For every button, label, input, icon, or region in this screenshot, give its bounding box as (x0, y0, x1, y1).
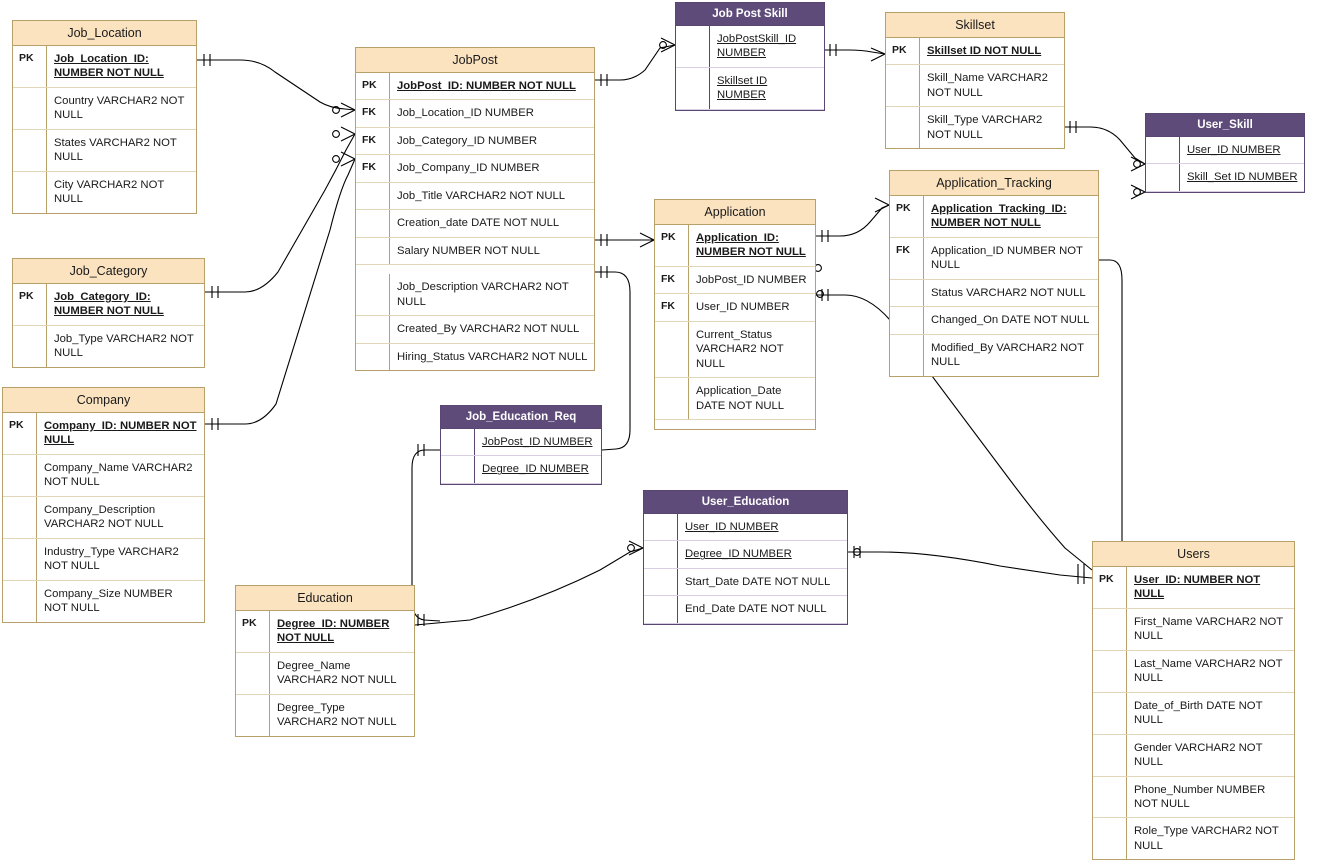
attribute-row (3, 455, 204, 497)
attribute-cell: Phone_Number NUMBER NOT NULL (1134, 783, 1266, 810)
key-cell (356, 274, 390, 315)
attribute-row (890, 335, 1098, 376)
key-cell (356, 316, 390, 342)
attribute-cell: Current_Status VARCHAR2 NOT NULL (696, 328, 784, 370)
entity-title-job_category: Job_Category (13, 259, 204, 284)
key-cell (13, 88, 47, 129)
attribute-cell: Date_of_Birth DATE NOT NULL (1134, 699, 1263, 727)
attribute-row (1093, 609, 1294, 651)
attribute-row (441, 429, 601, 456)
key-cell (890, 307, 924, 333)
attribute-row (890, 280, 1098, 307)
key-cell (3, 497, 37, 538)
entity-title-application: Application (655, 200, 815, 225)
attribute-row (644, 514, 847, 541)
attribute-row (1146, 137, 1304, 164)
attribute-row (13, 130, 196, 172)
attribute-cell: Hiring_Status VARCHAR2 NOT NULL (397, 350, 588, 363)
entity-skillset[interactable] (885, 12, 1065, 149)
attribute-cell: Job_Location_ID NUMBER (397, 107, 534, 120)
attribute-row (655, 267, 815, 294)
entity-job_post_skill[interactable] (675, 2, 825, 111)
attribute-cell: User_ID: NUMBER NOT NULL (1134, 574, 1261, 601)
entity-title-skillset: Skillset (886, 13, 1064, 38)
key-cell (890, 335, 924, 376)
attribute-cell: Job_Location_ID: NUMBER NOT NULL (54, 53, 164, 80)
attribute-row (1093, 735, 1294, 777)
key-cell (1093, 735, 1127, 776)
attribute-row (676, 68, 824, 110)
attribute-row (890, 238, 1098, 280)
entity-education[interactable] (235, 585, 415, 737)
key-cell (441, 456, 475, 482)
attribute-row (655, 378, 815, 420)
key-cell: PK (236, 611, 270, 652)
key-cell (236, 695, 270, 736)
attribute-row (1093, 818, 1294, 859)
attribute-cell: Industry_Type VARCHAR2 NOT NULL (44, 545, 179, 573)
attribute-cell: Skill_Name VARCHAR2 NOT NULL (927, 72, 1048, 99)
key-cell (676, 68, 710, 109)
attribute-row (1146, 164, 1304, 191)
attribute-row (356, 316, 594, 343)
entity-application_tracking[interactable] (889, 170, 1099, 377)
attribute-cell: Application_ID NUMBER NOT NULL (931, 244, 1083, 272)
attribute-cell: User_ID NUMBER (696, 301, 790, 314)
key-cell: FK (356, 100, 390, 126)
key-cell (3, 539, 37, 580)
attribute-cell: Job_Type VARCHAR2 NOT NULL (54, 332, 194, 360)
attribute-cell: Company_Name VARCHAR2 NOT NULL (44, 461, 193, 489)
attribute-cell: JobPost_ID: NUMBER NOT NULL (397, 80, 576, 92)
key-cell (356, 344, 390, 370)
key-cell (356, 238, 390, 264)
key-cell (13, 326, 47, 367)
attribute-row (356, 155, 594, 182)
attribute-row (676, 26, 824, 68)
attribute-cell: Creation_date DATE NOT NULL (397, 217, 560, 230)
key-cell (13, 172, 47, 213)
entity-title-job_education_req: Job_Education_Req (441, 406, 601, 429)
attribute-row (890, 196, 1098, 238)
entity-user_education[interactable] (643, 490, 848, 625)
entity-title-job_post_skill: Job Post Skill (676, 3, 824, 26)
attribute-cell: Degree_Name VARCHAR2 NOT NULL (277, 659, 397, 687)
key-cell: PK (356, 73, 390, 99)
attribute-row (236, 611, 414, 653)
attribute-row (644, 596, 847, 623)
key-cell: PK (3, 413, 37, 454)
key-cell (236, 653, 270, 694)
attribute-row (356, 100, 594, 127)
attribute-row (886, 38, 1064, 65)
entity-title-user_education: User_Education (644, 491, 847, 514)
entity-company[interactable] (2, 387, 205, 623)
attribute-row (644, 569, 847, 596)
attribute-cell: Last_Name VARCHAR2 NOT NULL (1134, 657, 1283, 685)
attribute-row (886, 65, 1064, 107)
attribute-cell: Skillset ID NUMBER (717, 74, 768, 102)
attribute-row (3, 497, 204, 539)
key-cell (1146, 164, 1180, 190)
attribute-cell: Application_ID: NUMBER NOT NULL (696, 232, 806, 259)
attribute-cell: Salary NUMBER NOT NULL (397, 244, 540, 257)
attribute-cell: Skill_Set ID NUMBER (1187, 171, 1298, 184)
entity-job_category[interactable] (12, 258, 205, 368)
key-cell (356, 183, 390, 209)
key-cell (1093, 609, 1127, 650)
attribute-cell: Degree_ID NUMBER (482, 463, 589, 476)
row-spacer (356, 265, 594, 274)
key-cell (356, 210, 390, 236)
key-cell (1093, 818, 1127, 859)
attribute-cell: Job_Title VARCHAR2 NOT NULL (397, 189, 566, 202)
attribute-cell: Country VARCHAR2 NOT NULL (54, 94, 185, 122)
attribute-row (441, 456, 601, 483)
attribute-cell: User_ID NUMBER (685, 521, 779, 533)
key-cell (3, 455, 37, 496)
attribute-cell: Job_Category_ID: NUMBER NOT NULL (54, 291, 164, 318)
attribute-row (13, 326, 204, 367)
key-cell: FK (890, 238, 924, 279)
attribute-cell: Degree_ID NUMBER (685, 548, 792, 561)
attribute-cell: JobPost_ID NUMBER (696, 273, 807, 286)
attribute-cell: Changed_On DATE NOT NULL (931, 314, 1090, 327)
attribute-cell: Modified_By VARCHAR2 NOT NULL (931, 341, 1084, 369)
key-cell: PK (1093, 567, 1127, 608)
key-cell (886, 107, 920, 148)
attribute-row (655, 225, 815, 267)
attribute-row (890, 307, 1098, 334)
key-cell (3, 581, 37, 622)
key-cell: PK (886, 38, 920, 64)
attribute-cell: Application_Date DATE NOT NULL (696, 385, 785, 412)
entity-title-education: Education (236, 586, 414, 611)
attribute-cell: JobPost_ID NUMBER (482, 436, 593, 448)
attribute-cell: Application_Tracking_ID: NUMBER NOT NULL (931, 203, 1067, 230)
attribute-cell: JobPostSkill_ID NUMBER (717, 33, 797, 60)
attribute-cell: Gender VARCHAR2 NOT NULL (1134, 741, 1263, 769)
key-cell (655, 322, 689, 377)
key-cell (886, 65, 920, 106)
attribute-cell: Job_Company_ID NUMBER (397, 162, 540, 175)
attribute-row (644, 541, 847, 568)
key-cell (644, 569, 678, 595)
attribute-cell: Start_Date DATE NOT NULL (685, 575, 831, 588)
key-cell (1093, 651, 1127, 692)
key-cell: FK (356, 128, 390, 154)
attribute-cell: User_ID NUMBER (1187, 144, 1281, 156)
key-cell (644, 541, 678, 567)
row-spacer (655, 420, 815, 429)
entity-application[interactable] (654, 199, 816, 430)
attribute-row (236, 653, 414, 695)
key-cell: FK (655, 267, 689, 293)
key-cell (655, 378, 689, 419)
attribute-row (3, 413, 204, 455)
attribute-row (356, 183, 594, 210)
attribute-row (13, 172, 196, 213)
entity-title-users: Users (1093, 542, 1294, 567)
attribute-cell: Degree_Type VARCHAR2 NOT NULL (277, 701, 397, 729)
key-cell: FK (655, 294, 689, 320)
attribute-row (13, 88, 196, 130)
attribute-cell: Job_Description VARCHAR2 NOT NULL (397, 281, 569, 308)
entity-job_location[interactable] (12, 20, 197, 214)
attribute-row (886, 107, 1064, 148)
attribute-cell: Company_Description VARCHAR2 NOT NULL (44, 503, 164, 531)
attribute-row (1093, 777, 1294, 819)
entity-user_skill[interactable] (1145, 113, 1305, 193)
attribute-cell: Company_ID: NUMBER NOT NULL (44, 420, 197, 447)
key-cell: FK (356, 155, 390, 181)
entity-users[interactable] (1092, 541, 1295, 860)
attribute-row (356, 128, 594, 155)
key-cell (13, 130, 47, 171)
attribute-cell: First_Name VARCHAR2 NOT NULL (1134, 615, 1283, 643)
attribute-row (356, 73, 594, 100)
key-cell (441, 429, 475, 455)
key-cell: PK (13, 284, 47, 325)
key-cell (644, 596, 678, 622)
attribute-row (356, 344, 594, 370)
attribute-cell: States VARCHAR2 NOT NULL (54, 136, 177, 164)
attribute-cell: City VARCHAR2 NOT NULL (54, 178, 165, 206)
attribute-row (1093, 693, 1294, 735)
attribute-row (1093, 567, 1294, 609)
entity-job_education_req[interactable] (440, 405, 602, 485)
attribute-row (655, 322, 815, 378)
key-cell (1146, 137, 1180, 163)
attribute-cell: End_Date DATE NOT NULL (685, 603, 827, 616)
attribute-row (356, 238, 594, 265)
key-cell: PK (13, 46, 47, 87)
attribute-cell: Job_Category_ID NUMBER (397, 134, 538, 147)
key-cell (890, 280, 924, 306)
attribute-row (356, 210, 594, 237)
attribute-row (1093, 651, 1294, 693)
attribute-cell: Role_Type VARCHAR2 NOT NULL (1134, 825, 1279, 852)
attribute-cell: Degree_ID: NUMBER NOT NULL (277, 618, 390, 645)
attribute-row (356, 274, 594, 316)
entity-title-company: Company (3, 388, 204, 413)
entity-title-application_tracking: Application_Tracking (890, 171, 1098, 196)
key-cell (1093, 777, 1127, 818)
attribute-cell: Skillset ID NOT NULL (927, 45, 1042, 57)
key-cell (676, 26, 710, 67)
attribute-row (13, 284, 204, 326)
attribute-cell: Created_By VARCHAR2 NOT NULL (397, 323, 580, 336)
key-cell: PK (655, 225, 689, 266)
entity-title-jobpost: JobPost (356, 48, 594, 73)
attribute-cell: Skill_Type VARCHAR2 NOT NULL (927, 114, 1043, 141)
key-cell: PK (890, 196, 924, 237)
attribute-row (236, 695, 414, 736)
entity-title-user_skill: User_Skill (1146, 114, 1304, 137)
key-cell (1093, 693, 1127, 734)
attribute-cell: Company_Size NUMBER NOT NULL (44, 587, 173, 615)
attribute-row (655, 294, 815, 321)
attribute-row (3, 581, 204, 622)
entity-jobpost[interactable] (355, 47, 595, 371)
attribute-row (3, 539, 204, 581)
key-cell (644, 514, 678, 540)
entity-title-job_location: Job_Location (13, 21, 196, 46)
attribute-row (13, 46, 196, 88)
attribute-cell: Status VARCHAR2 NOT NULL (931, 286, 1086, 299)
